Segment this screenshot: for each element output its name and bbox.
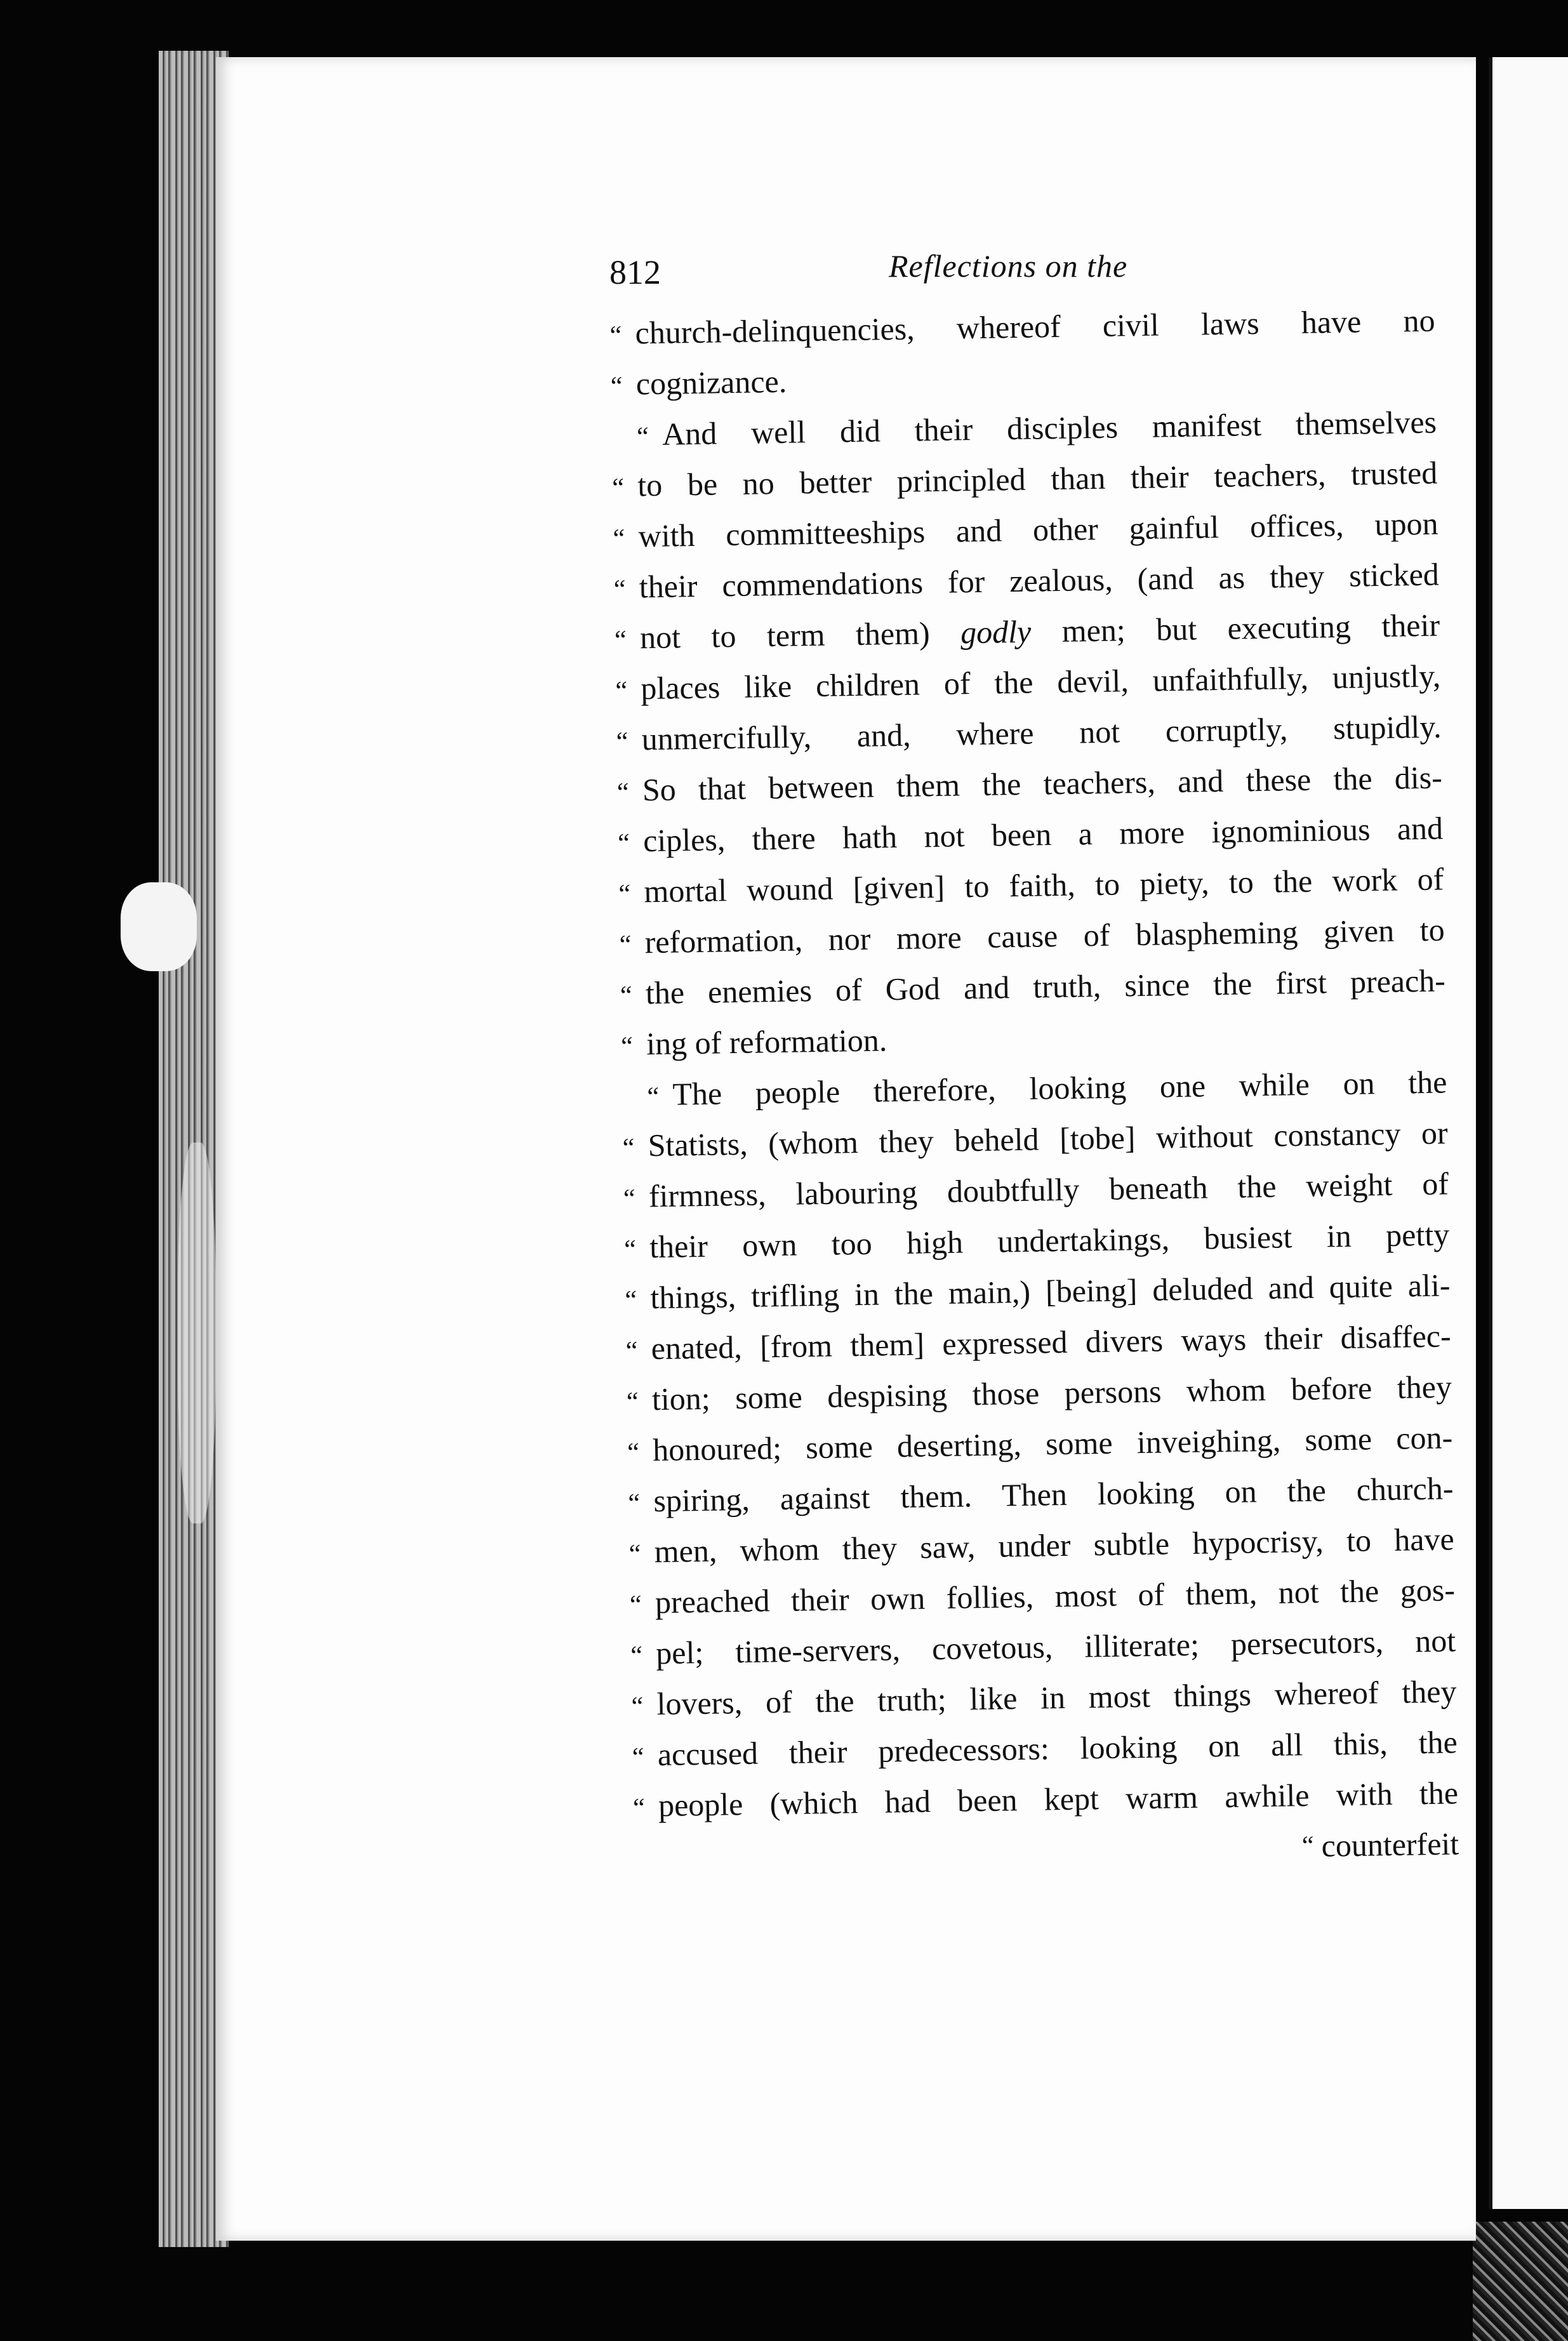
line-text: accused their predecessors: looking on all this, the [657,1724,1458,1773]
line-text: places like children of the devil, unfaithfully, unjustly, [640,658,1441,706]
line-text: things, trifling in the main,) [being] deluded and quite ali- [650,1267,1451,1316]
line-text: preached their own follies, most of them, not the gos- [654,1572,1456,1621]
line-text: honoured; some deserting, some inveighing, some con- [652,1419,1453,1468]
line-text: ing of reformation. [646,1022,887,1062]
quote-mark: “ [613,524,625,554]
quote-mark: “ [626,1387,639,1417]
quote-mark: “ [625,1336,638,1366]
line-text: cognizance. [635,363,787,402]
quote-mark: “ [619,930,632,960]
line-text: unmercifully, and, where not corruptly, stupidly. [641,708,1442,757]
line-text: their commendations for zealous, (and as they sticked [639,556,1440,605]
italic-word: godly [960,613,1032,651]
line-text: And well did their disciples manifest themselves [661,404,1437,452]
paper-damage-mark [178,1143,216,1523]
catchword: counterfeit [1321,1826,1459,1864]
quote-mark: “ [628,1489,641,1518]
quote-mark: “ [615,676,628,706]
line-text: not to term them) godly men; but executing their [639,607,1440,656]
quote-mark: “ [630,1641,643,1671]
line-text: mortal wound [given] to faith, to piety, to the work of [644,861,1444,910]
quote-mark: “ [613,574,626,604]
line-text: to be no better principled than their teachers, trusted [637,454,1438,503]
quote-mark: “ [632,1742,644,1772]
quote-mark: “ [617,828,630,858]
quote-mark: “ [610,371,623,401]
quote-mark: “ [612,473,625,503]
line-text: tion; some despising those persons whom before they [651,1369,1452,1417]
line-text: the enemies of God and truth, since the first preach- [645,962,1446,1011]
quote-mark: “ [618,879,631,909]
line-text: people (which had been kept warm awhile with the [658,1775,1459,1824]
quote-mark: “ [616,727,628,757]
quote-mark: “ [625,1285,637,1315]
line-text: So that between them the teachers, and these the dis- [642,759,1443,808]
quote-mark: “ [622,1133,635,1163]
line-text: pel; time-servers, covetous, illiterate; persecutors, not [655,1622,1456,1671]
line-text: ciples, there hath not been a more ignominious and [642,810,1444,859]
quote-mark: “ [627,1438,640,1468]
adjacent-page-edge [1489,57,1568,2209]
quote-mark: “ [616,778,630,807]
scan-border-noise [1473,2222,1568,2341]
line-text: their own too high undertakings, busiest in petty [649,1216,1450,1265]
quote-mark: “ [620,1031,634,1061]
body-text [609,295,1459,1882]
line-text: Statists, (whom they beheld [tobe] without constancy or [648,1115,1449,1164]
running-title: Reflections on the [889,248,1128,284]
quote-mark: “ [647,1082,660,1112]
paper-damage-mark [121,882,197,971]
line-text: men, whom they saw, under subtle hypocrisy, to have [654,1521,1455,1570]
quote-mark: “ [629,1590,642,1620]
quote-mark: “ [614,625,627,655]
quote-mark: “ [620,981,633,1011]
line-text: The people therefore, looking one while on the [672,1064,1447,1112]
quote-mark: “ [1301,1831,1314,1861]
quote-mark: “ [632,1793,646,1823]
quote-mark: “ [628,1539,641,1569]
quote-mark: “ [623,1184,636,1214]
line-text: with committeeships and other gainful offices, upon [638,505,1438,554]
line-text: spiring, against them. Then looking on the church- [653,1470,1454,1519]
line-text: firmness, labouring doubtfully beneath the weight of [648,1165,1449,1214]
page-number: 812 [609,253,661,291]
quote-mark: “ [636,422,649,452]
line-text: reformation, nor more cause of blaspheming given to [644,912,1445,960]
quote-mark: “ [609,321,622,350]
quote-mark: “ [631,1692,644,1721]
quote-mark: “ [623,1235,637,1264]
line-text: church-delinquencies, whereof civil laws have no [635,302,1435,351]
line-text: enated, [from them] expressed divers ways their disaffec- [651,1318,1452,1367]
line-text: lovers, of the truth; like in most things whereof they [656,1673,1457,1722]
